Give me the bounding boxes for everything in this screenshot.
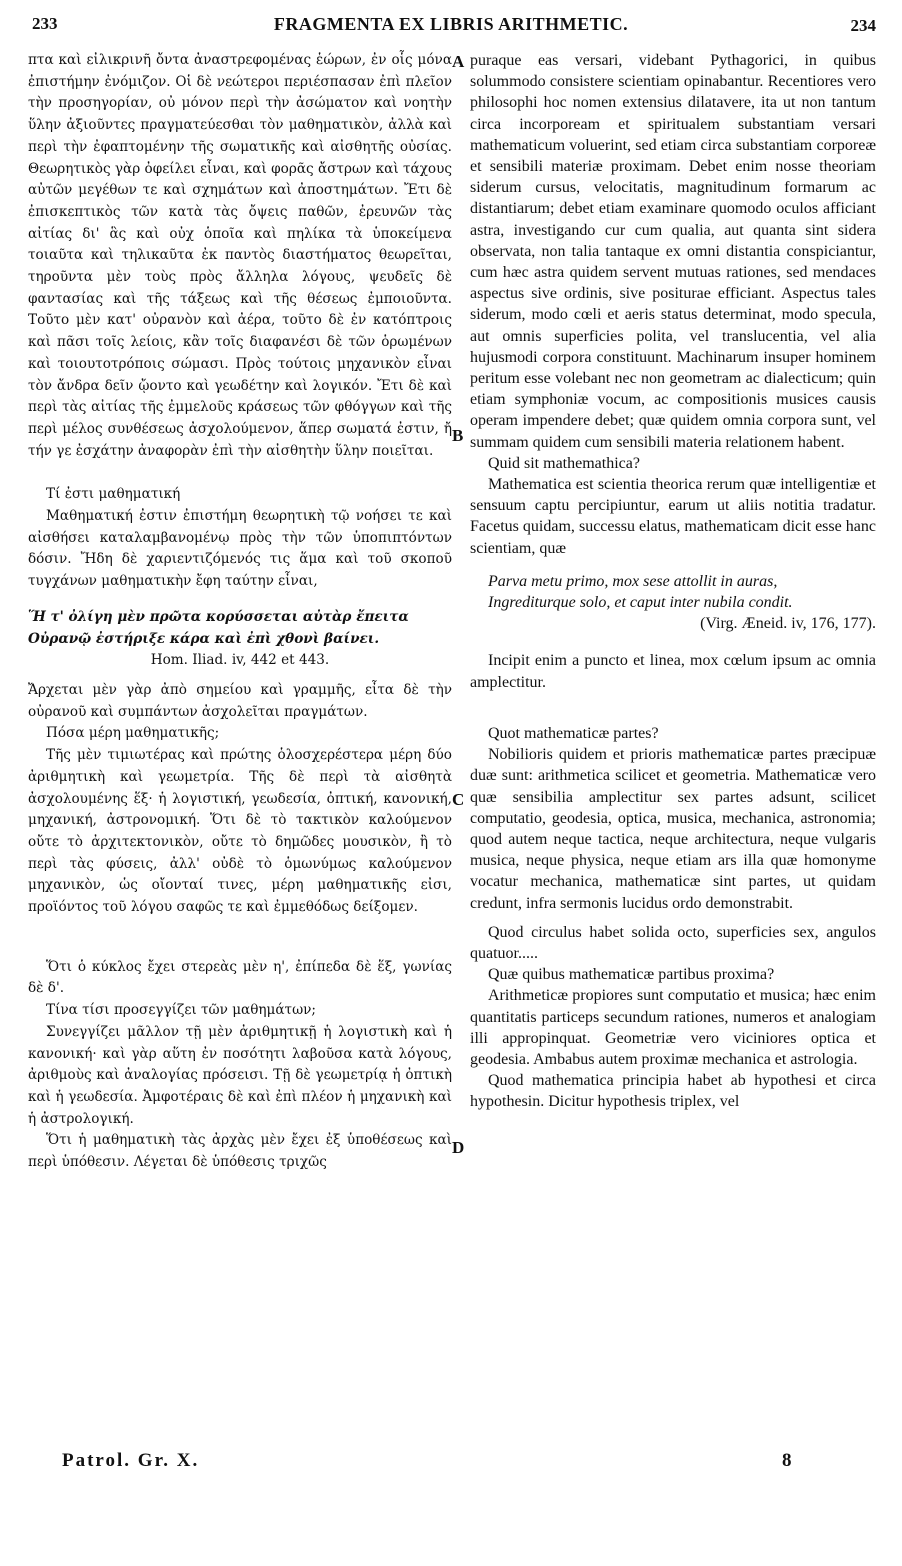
greek-quote-line: Ἥ τ' ὀλίγη μὲν πρῶτα κορύσσεται αὐτὰρ ἔπειτα — [28, 608, 409, 625]
latin-paragraph: puraque eas versari, videbant Pythagorici, in quibus solummodo consistere scientiam opinabantur. Recentiores vero philosophi hoc nomen extensius dilatavere, ita ut non tantum circa incorpoream et spiritualem substantiam versari mathematicum voluerint, sed etiam circa substantiam corporeæ et sensibili materiæ proximam. Debet enim nosse theoriam siderum cursus, velocitatis, magnitudinum formarum ac distantiarum; debet etiam examinare quomodo oculos afficiant astra, investigando cur cum qualia, aut quanta sint sidera observata, non talia tantaque ex omni distantia conspiciantur, cum hæc astra quidem servent mutuas rationes, sed mendaces aspectus sive ordinis, sive positurae efficiant. Aspectus tales siderum, modo cœli et aeris status determinat, modo specula, aut omnis superficies polita, vel translucentia, vel alia hujusmodi corpora constituunt. Machinarum insuper hominem peritum esse volebant nec non geometram ac dialecticum; quin etiam symphoniæ vocum, ac compositionis musices causis operam impendere debet; quæ quidem omnia corpora sunt, vel summam quidem cum sensibili materia relationem habent. — [470, 52, 876, 451]
latin-paragraph: Arithmeticæ propiores sunt computatio et musica; hæc enim quantitatis particeps secundum rationes, numeros et analogiam illi appropinquat. Geometriæ vero viciniores optica et geodesia. Ambabus autem proximæ mechanica et astrologia. — [470, 987, 876, 1068]
greek-heading: Τί ἐστι μαθηματική — [46, 486, 181, 503]
latin-heading: Quot mathematicæ partes? — [488, 724, 659, 742]
greek-paragraph: Μαθηματική ἐστιν ἐπιστήμη θεωρητικὴ τῷ νοήσει τε καὶ αἰσθήσει καταλαμβανομένῳ πρὸς τὴν τῶν ὑποπιπτόντων δόσιν. Ἤδη δὲ χαριεντιζόμενός τις ἅμα καὶ τοῦ σκοποῦ τυγχάνων μαθηματικὴν ἔφη ταύτην εἶναι, — [28, 508, 452, 590]
page-footer — [0, 1450, 902, 1480]
latin-paragraph: Incipit enim a puncto et linea, mox cœlum ipsum ac omnia amplectitur. — [470, 652, 876, 691]
margin-marker-a: A — [452, 52, 465, 71]
latin-paragraph: Quod mathematica principia habet ab hypothesi et circa hypothesin. Dicitur hypothesis triplex, vel — [470, 1072, 876, 1111]
latin-heading: Quid sit mathemathica? — [488, 454, 640, 472]
latin-paragraph: Nobilioris quidem et prioris mathematicæ partes præcipuæ duæ sunt: arithmetica scilicet et geometria. Mathematicæ vero quæ sensibilia amplectitur sex partes adsunt, scilicet computatio, geodesia, optica, musica, mechanica, astronomia; quod autem neque tactica, neque architectura, neque vulgaris musica, neque physica, neque etiam ars illa quæ homonyme vocatur mechanica, mathematicæ sint partes, ut quidam credunt, infra sermonis lucidus ordo demonstrabit. — [470, 746, 876, 912]
greek-heading: Τίνα τίσι προσεγγίζει τῶν μαθημάτων; — [46, 1002, 317, 1019]
latin-quote-line: Ingrediturque solo, et caput inter nubila condit. — [488, 594, 793, 612]
margin-marker-d: D — [452, 1138, 465, 1157]
greek-paragraph: Ὅτι ὁ κύκλος ἔχει στερεὰς μὲν η', ἐπίπεδα δὲ ἕξ, γωνίας δὲ δ'. — [28, 958, 452, 997]
greek-paragraph: Ἄρχεται μὲν γὰρ ἀπὸ σημείου καὶ γραμμῆς, εἶτα δὲ τὴν οὐρανοῦ καὶ συμπάντων ἀσχολεῖται πραγμάτων. — [28, 681, 452, 720]
greek-paragraph: πτα καὶ εἰλικρινῆ ὄντα ἀναστρεφομένας ἑώρων, ἐν οἷς μόνα ἐπιστήμην ἐνόμιζον. Οἱ δὲ νεώτεροι περιέσπασαν ἐπὶ πλεῖον τὴν προσηγορίαν, οὐ μόνον περὶ τὴν ἀσώματον καὶ νοητὴν ὕλην ἀξιοῦντες πραγματεύεσθαι τὸν μαθηματικὸν, ἀλλὰ καὶ περὶ τὴν ἐφαπτομένην τῆς σωματικῆς καὶ αἰσθητῆς οὐσίας. Θεωρητικὸς γὰρ ὀφείλει εἶναι, καὶ φορᾶς ἄστρων καὶ τάχους αὐτῶν μεγέθων τε καὶ σχημάτων καὶ ἀποστημάτων. Ἔτι δὲ ἐπισκεπτικὸς τῶν κατὰ τὰς ὄψεις παθῶν, ἐρευνῶν τὰς αἰτίας δι' ἃς καὶ οὐχ ὁποῖα καὶ πηλίκα τὰ ὑποκείμενα τοιαῦτα καὶ τηλικαῦτα ἐκ παντὸς διαστήματος θεωρεῖται, τηροῦντα μὲν τοὺς πρὸς ἄλληλα λόγους, ψευδεῖς δὲ φαντασίας καὶ τῆς τάξεως καὶ τῆς θέσεως ἐμποιοῦντα. Τοῦτο μὲν κατ' οὐρανὸν καὶ ἀέρα, τοῦτο δὲ ἐν κατόπτροις καὶ πᾶσι τοῖς λείοις, κἂν τοῖς διαφανέσι δὲ τῶν ὁρωμένων καὶ τοιουτοτρόποις σώμασι. Πρὸς τούτοις μηχανικὸν εἶναι τὸν ἄνδρα δεῖν ᾤοντο καὶ γεωδέτην καὶ λογικόν. Ἔτι δὲ καὶ περὶ τὰς αἰτίας τῆς ἐμμελοῦς κράσεως τῶν φθόγγων καὶ τῆς περὶ μέλος συνθέσεως ἀσχολούμενον, ἅπερ σωματά ἐστιν, ἤ τήν γε ἐσχάτην ἀναφορὰν ἐπὶ τὴν αἰσθητὴν ὕλην ποιεῖται. — [28, 52, 452, 459]
greek-paragraph: Τῆς μὲν τιμιωτέρας καὶ πρώτης ὁλοσχερέστερα μέρη δύο ἀριθμητικὴ καὶ γεωμετρία. Τῆς δὲ περὶ τὰ αἰσθητὰ ἀσχολουμένης ἕξ· ἡ λογιστική, γεωδεσία, ὀπτική, κανονική, μηχανική, ἀστρονομική. Ὅτι δὲ τὸ τακτικὸν καλούμενον οὔτε τὸ ἀρχιτεκτονικὸν, οὔτε τὸ δημῶδες μουσικὸν, ἢ τὸ περὶ τὰς φύσεις, ἀλλ' οὐδὲ τὸ ὁμωνύμως καλούμενον μηχανικὸν, ὡς οἴονταί τινες, μέρη μαθηματικῆς εἰσι, προϊόντος τοῦ λόγου σαφῶς τε καὶ ἐμμεθόδως δείξομεν. — [28, 747, 452, 916]
margin-marker-b: B — [452, 426, 464, 445]
greek-paragraph: Ὅτι ἡ μαθηματικὴ τὰς ἀρχὰς μὲν ἔχει ἐξ ὑποθέσεως καὶ περὶ ὑπόθεσιν. Λέγεται δὲ ὑπόθεσις τριχῶς — [28, 1132, 452, 1171]
page-number-right: 234 — [850, 16, 876, 35]
page-number-left: 233 — [32, 14, 58, 33]
footer-gathering-number: 8 — [782, 1450, 792, 1471]
latin-quote-reference: (Virg. Æneid. iv, 176, 177). — [700, 615, 876, 633]
greek-quote-reference: Hom. Iliad. iv, 442 et 443. — [150, 652, 330, 669]
latin-quote-line: Parva metu primo, mox sese attollit in auras, — [488, 572, 778, 590]
latin-heading: Quæ quibus mathematicæ partibus proxima? — [488, 966, 775, 984]
greek-heading: Πόσα μέρη μαθηματικῆς; — [46, 725, 220, 742]
greek-column — [28, 50, 452, 1174]
margin-marker-c: C — [452, 790, 465, 809]
running-header — [0, 14, 902, 44]
latin-paragraph: Quod circulus habet solida octo, superficies sex, angulos quatuor..... — [470, 923, 876, 962]
greek-quote-line: Οὐρανῷ ἐστήριξε κάρα καὶ ἐπὶ χθονὶ βαίνει. — [28, 630, 380, 647]
footer-signature: Patrol. Gr. X. — [62, 1450, 200, 1471]
greek-paragraph: Συνεγγίζει μᾶλλον τῇ μὲν ἀριθμητικῇ ἡ λογιστικὴ καὶ ἡ κανονική· καὶ γὰρ αὕτη ἐν ποσότητι λαβοῦσα κατὰ λόγους, ἀριθμοὺς καὶ ἀναλογίας πρόσεισι. Τῇ δὲ γεωμετρίᾳ ἡ ὀπτικὴ καὶ ἡ γεωδεσία. Ἀμφοτέραις δὲ καὶ ἐπὶ πλέον ἡ μηχανικὴ καὶ ἡ ἀστρολογική. — [28, 1023, 452, 1127]
running-title: FRAGMENTA EX LIBRIS ARITHMETIC. — [273, 14, 629, 34]
latin-paragraph: Mathematica est scientia theorica rerum quæ intelligentiæ et sensuum captu percipiuntur, earum ut aliis notitia tradatur. Facetus quidam, successu elatus, mathematicam dicit esse hanc scientiam, quæ — [470, 476, 876, 557]
latin-column — [470, 50, 876, 1113]
